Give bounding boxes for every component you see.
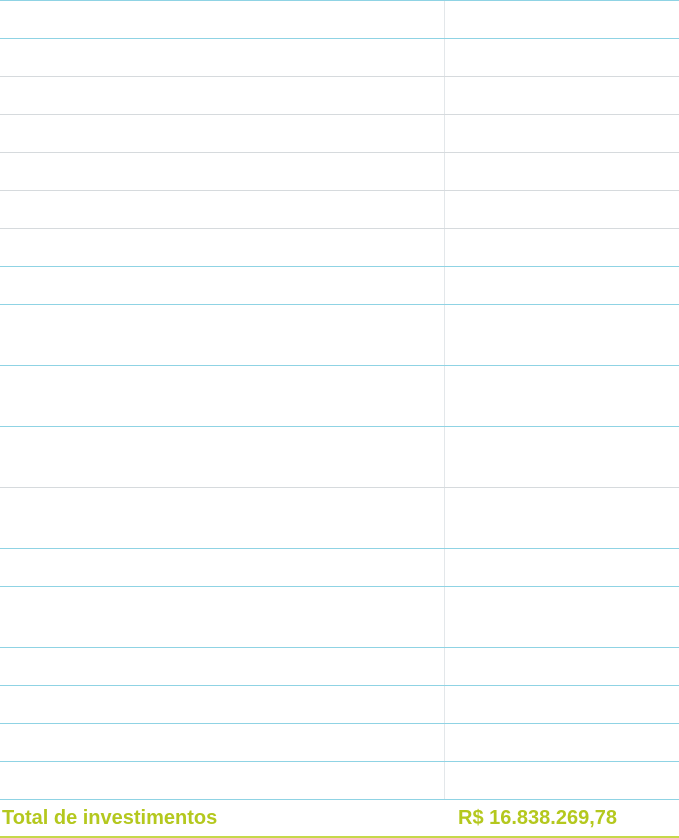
row-rule [0,0,679,1]
column-divider [444,0,445,800]
row-rule [0,114,679,115]
row-rule [0,586,679,587]
row-rule [0,487,679,488]
row-rule [0,723,679,724]
row-rule [0,38,679,39]
row-rule [0,266,679,267]
row-rule [0,761,679,762]
row-rule [0,426,679,427]
row-rule [0,304,679,305]
total-label: Total de investimentos [2,807,218,829]
row-rule [0,548,679,549]
row-rule [0,228,679,229]
row-rule [0,76,679,77]
total-value: R$ 16.838.269,78 [458,807,618,829]
row-rule [0,152,679,153]
row-rule [0,365,679,366]
row-rule [0,190,679,191]
total-row [0,800,679,838]
row-rule [0,647,679,648]
row-rule [0,685,679,686]
